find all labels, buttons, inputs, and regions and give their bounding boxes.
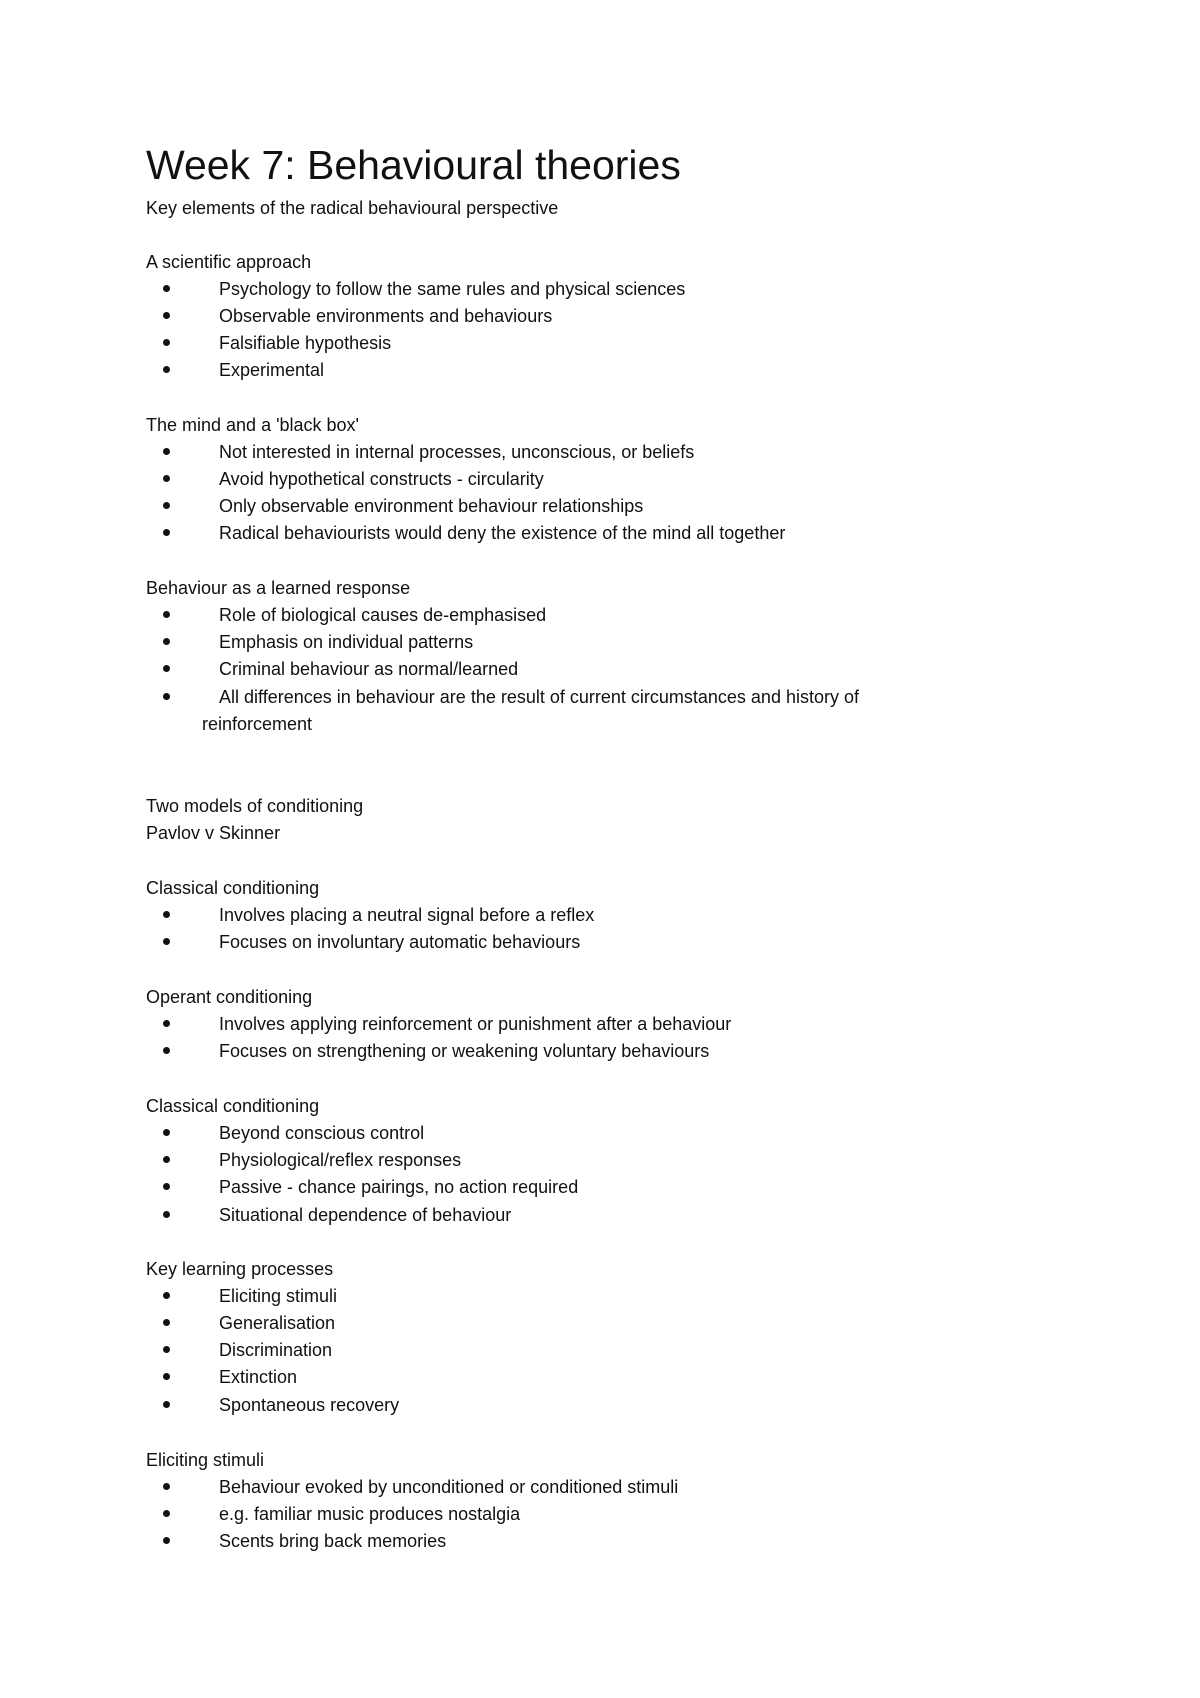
list-item-text: Eliciting stimuli	[219, 1286, 338, 1306]
bullet-icon	[163, 611, 170, 618]
list-item-text: Observable environments and behaviours	[219, 306, 553, 326]
list-item-text: Falsifiable hypothesis	[219, 333, 392, 353]
list-item-text: Behaviour evoked by unconditioned or conditioned stimuli	[219, 1477, 679, 1497]
list-item-text: Emphasis on individual patterns	[219, 632, 474, 652]
page-subtitle: Key elements of the radical behavioural perspective	[146, 198, 559, 218]
section-subheading: Pavlov v Skinner	[146, 823, 281, 843]
list-item-text: Focuses on involuntary automatic behaviours	[219, 932, 581, 952]
list-item-text: Psychology to follow the same rules and physical sciences	[219, 279, 686, 299]
list-item-text: Role of biological causes de-emphasised	[219, 605, 547, 625]
bullet-icon	[163, 938, 170, 945]
bullet-icon	[163, 1319, 170, 1326]
list-item-text: Radical behaviourists would deny the existence of the mind all together	[219, 523, 786, 543]
bullet-icon	[163, 1373, 170, 1380]
section-heading: Key learning processes	[146, 1259, 334, 1279]
list-item-text: Only observable environment behaviour relationships	[219, 496, 644, 516]
list-item-text: Involves placing a neutral signal before a reflex	[219, 905, 595, 925]
bullet-icon	[163, 1510, 170, 1517]
list-item-text: Passive - chance pairings, no action required	[219, 1177, 579, 1197]
bullet-icon	[163, 638, 170, 645]
list-item-text: Generalisation	[219, 1313, 336, 1333]
bullet-icon	[163, 366, 170, 373]
bullet-icon	[163, 312, 170, 319]
section-heading: Eliciting stimuli	[146, 1450, 265, 1470]
bullet-icon	[163, 475, 170, 482]
bullet-icon	[163, 1211, 170, 1218]
section-heading: The mind and a 'black box'	[146, 415, 359, 435]
bullet-icon	[163, 529, 170, 536]
list-item-text: e.g. familiar music produces nostalgia	[219, 1504, 521, 1524]
bullet-icon	[163, 693, 170, 700]
bullet-icon	[163, 1129, 170, 1136]
section-heading: Behaviour as a learned response	[146, 578, 411, 598]
bullet-icon	[163, 911, 170, 918]
list-item-text: Scents bring back memories	[219, 1531, 447, 1551]
list-item-text: Not interested in internal processes, unconscious, or beliefs	[219, 442, 695, 462]
bullet-icon	[163, 448, 170, 455]
bullet-icon	[163, 1156, 170, 1163]
bullet-icon	[163, 1020, 170, 1027]
list-item-text: Physiological/reflex responses	[219, 1150, 462, 1170]
bullet-icon	[163, 1401, 170, 1408]
bullet-icon	[163, 1292, 170, 1299]
list-item-text: Experimental	[219, 360, 325, 380]
list-item-text: Extinction	[219, 1367, 298, 1387]
section-heading: Operant conditioning	[146, 987, 313, 1007]
bullet-icon	[163, 1346, 170, 1353]
bullet-icon	[163, 285, 170, 292]
bullet-icon	[163, 1537, 170, 1544]
bullet-icon	[163, 1183, 170, 1190]
list-item-text: Criminal behaviour as normal/learned	[219, 659, 519, 679]
list-item-text: Discrimination	[219, 1340, 333, 1360]
list-item-text: All differences in behaviour are the result of current circumstances and history of	[219, 687, 859, 707]
bullet-icon	[163, 1483, 170, 1490]
list-item-text: Situational dependence of behaviour	[219, 1205, 512, 1225]
list-item-text: Avoid hypothetical constructs - circularity	[219, 469, 544, 489]
bullet-icon	[163, 502, 170, 509]
section-heading: A scientific approach	[146, 252, 312, 272]
bullet-icon	[163, 339, 170, 346]
list-item-text: Involves applying reinforcement or punishment after a behaviour	[219, 1014, 732, 1034]
bullet-icon	[163, 665, 170, 672]
page-title: Week 7: Behavioural theories	[146, 142, 681, 188]
list-item-text: Focuses on strengthening or weakening voluntary behaviours	[219, 1041, 710, 1061]
section-heading: Two models of conditioning	[146, 796, 364, 816]
list-item-text: Spontaneous recovery	[219, 1395, 400, 1415]
section-heading: Classical conditioning	[146, 878, 320, 898]
section-heading: Classical conditioning	[146, 1096, 320, 1116]
list-item-continuation: reinforcement	[202, 714, 313, 734]
bullet-icon	[163, 1047, 170, 1054]
list-item-text: Beyond conscious control	[219, 1123, 425, 1143]
